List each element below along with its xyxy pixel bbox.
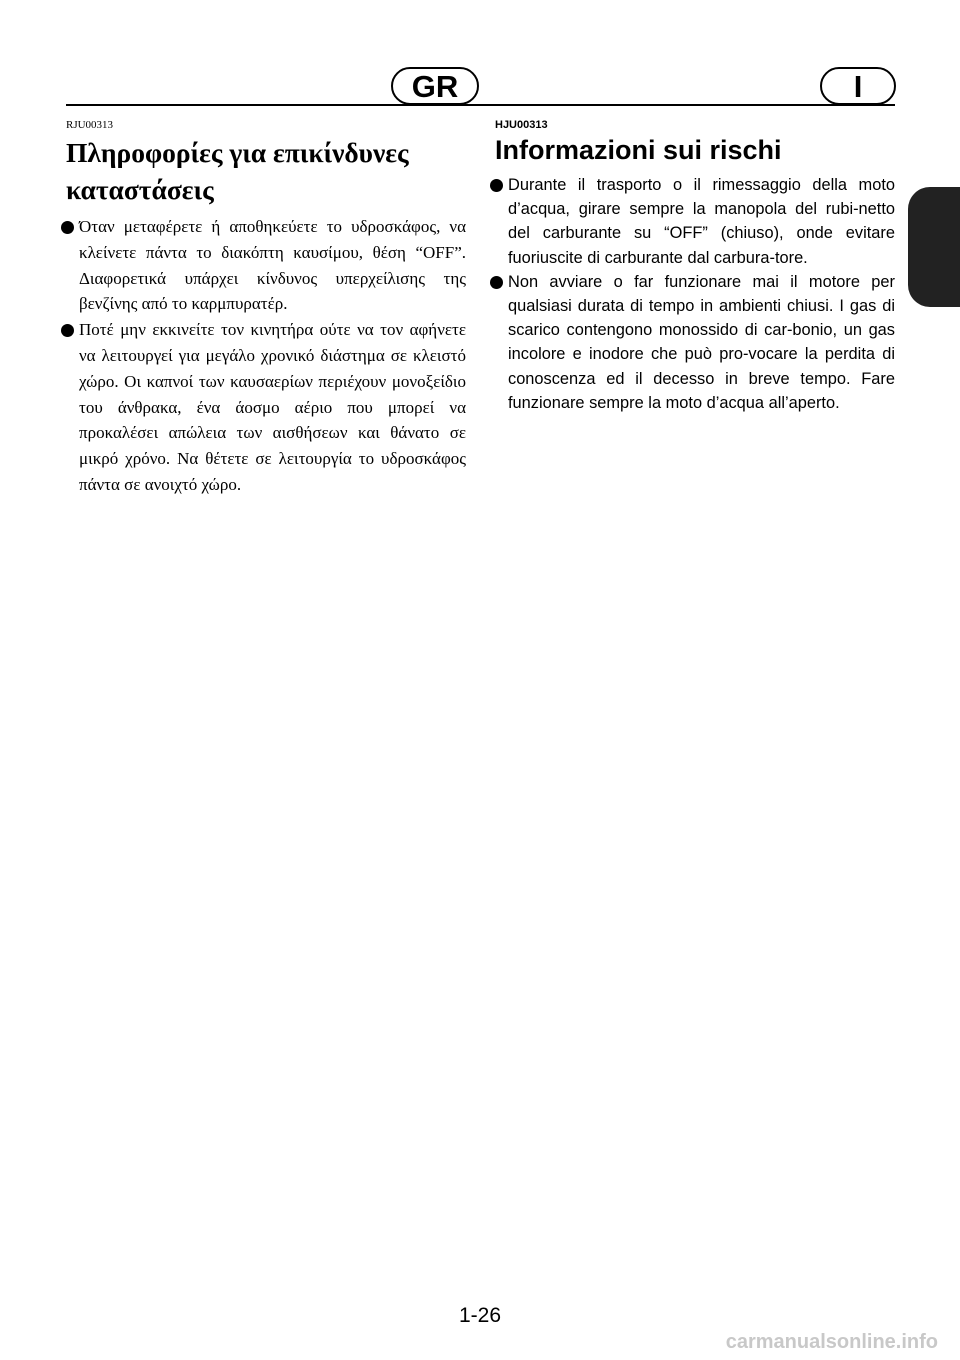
section-code-gr: RJU00313 bbox=[66, 119, 114, 131]
greek-column bbox=[66, 118, 466, 498]
section-heading-gr-line1: Πληροφορίες για επικίνδυνες bbox=[66, 137, 409, 168]
section-heading-gr-line2: καταστάσεις bbox=[66, 174, 214, 205]
header-rule bbox=[66, 104, 895, 106]
language-tab-i: I bbox=[820, 67, 896, 105]
watermark: carmanualsonline.info bbox=[725, 1331, 938, 1353]
section-heading-it: Informazioni sui rischi bbox=[495, 135, 782, 165]
bullet-text-it-2: Non avviare o far funzionare mai il motore per qualsiasi durata di tempo in ambienti chiusi. I gas di scarico contengono monossido di car-bonio, un gas incolore e inodore che può pro-vocare la perdita di conoscenza ed il decesso in breve tempo. Fare funzionare sempre la moto d’acqua all’aperto. bbox=[508, 272, 895, 412]
section-heading-gr bbox=[66, 134, 466, 208]
bullet-item-gr-1 bbox=[66, 214, 466, 317]
bullet-item-gr-2 bbox=[66, 317, 466, 498]
bullet-item-it-2 bbox=[495, 270, 895, 415]
bullet-text-gr-2: Ποτέ μην εκκινείτε τον κινητήρα ούτε να τον αφήνετε να λειτουργεί για μεγάλο χρονικό διάστημα σε κλειστό χώρο. Οι καπνοί των καυσαερίων περιέχουν μονοξείδιο του άνθρακα, ένα άοσμο αέριο που μπορεί να προκαλέσει απώλεια των αισθήσεων και θάνατο σε μικρό χρόνο. Να θέτετε σε λειτουργία το υδροσκάφος πάντα σε ανοιχτό χώρο. bbox=[79, 320, 466, 494]
bullet-icon bbox=[490, 179, 503, 192]
bullet-icon bbox=[61, 324, 74, 337]
section-code-it: HJU00313 bbox=[495, 119, 548, 131]
italian-column bbox=[495, 118, 895, 415]
bullet-item-it-1 bbox=[495, 173, 895, 270]
language-tab-gr: GR bbox=[391, 67, 479, 105]
bullet-icon bbox=[61, 221, 74, 234]
bullet-icon bbox=[490, 276, 503, 289]
bullet-text-gr-1: Όταν μεταφέρετε ή αποθηκεύετε το υδροσκάφος, να κλείνετε πάντα το διακόπτη καυσίμου, θέση “OFF”. Διαφορετικά υπάρχει κίνδυνος υπερχείλισης της βενζίνης από το καρμπυρατέρ. bbox=[79, 217, 466, 314]
page-number: 1-26 bbox=[458, 1304, 502, 1327]
chapter-thumb-tab bbox=[908, 187, 960, 307]
bullet-text-it-1: Durante il trasporto o il rimessaggio della moto d’acqua, girare sempre la manopola del rubi-netto del carburante su “OFF” (chiuso), onde evitare fuoriuscite di carburante dal carbura-tore. bbox=[508, 176, 895, 267]
